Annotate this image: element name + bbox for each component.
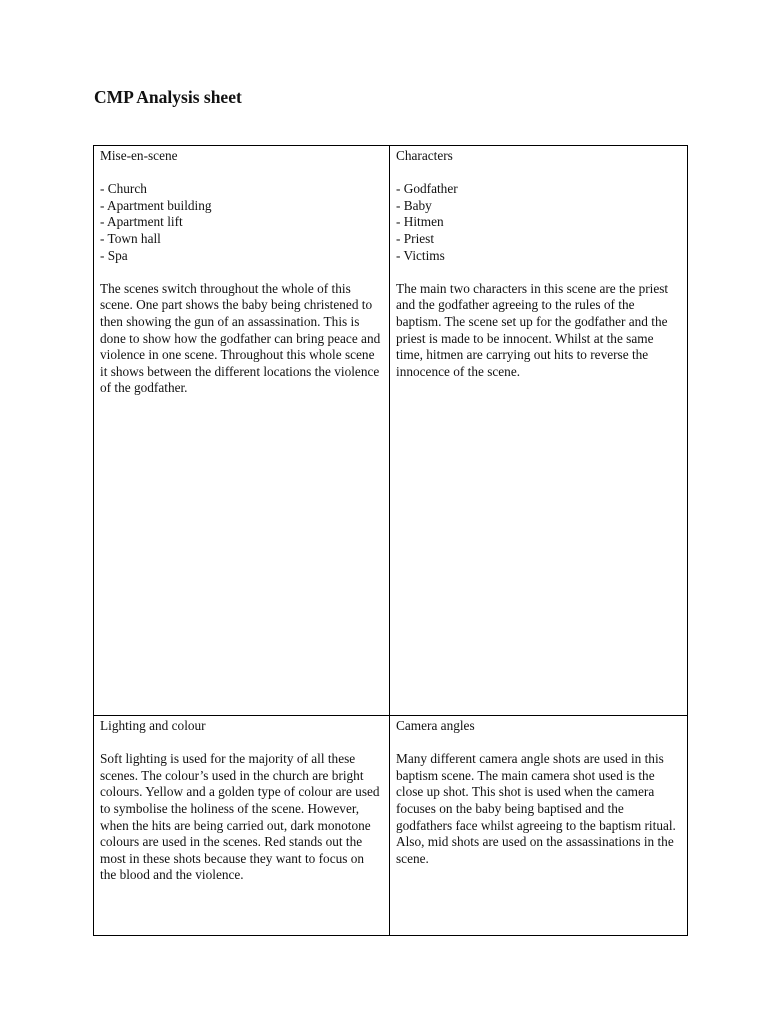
list-item: - Hitmen xyxy=(396,214,444,230)
mise-en-scene-heading: Mise-en-scene xyxy=(100,148,178,163)
characters-cell xyxy=(390,146,687,716)
camera-cell xyxy=(390,716,687,935)
list-item: - Apartment lift xyxy=(100,214,183,230)
camera-heading: Camera angles xyxy=(396,718,475,733)
mise-en-scene-list xyxy=(100,181,383,264)
list-item: - Baby xyxy=(396,197,432,213)
list-item: - Priest xyxy=(396,230,435,246)
list-item: - Town hall xyxy=(100,230,161,246)
list-item: - Apartment building xyxy=(100,197,212,213)
camera-body: Many different camera angle shots are used in this baptism scene. The main camera shot used is the close up shot. This shot is used when the camera focuses on the baby being baptised and the godfathers face whilst agreeing to the baptism ritual. Also, mid shots are used on the assassinations in the scene. xyxy=(396,751,676,866)
analysis-table xyxy=(93,145,688,936)
mise-en-scene-cell xyxy=(94,146,390,716)
characters-list xyxy=(396,181,681,264)
lighting-heading: Lighting and colour xyxy=(100,718,206,733)
list-item: - Church xyxy=(100,181,147,197)
characters-heading: Characters xyxy=(396,148,453,163)
mise-en-scene-body: The scenes switch throughout the whole of this scene. One part shows the baby being christened to then showing the gun of an assassination. This is done to show how the godfather can bring peace and violence in one scene. Throughout this whole scene it shows between the different locations the violence of the godfather. xyxy=(100,280,381,396)
list-item: - Godfather xyxy=(396,181,458,197)
list-item: - Victims xyxy=(396,247,445,263)
lighting-body: Soft lighting is used for the majority of all these scenes. The colour’s used in the church are bright colours. Yellow and a golden type of colour are used to symbolise the holiness of the scene. However, when the hits are being carried out, dark monotone colours are used in the scenes. Red stands out the most in these shots because they want to focus on the blood and the violence. xyxy=(100,751,380,883)
lighting-cell xyxy=(94,716,390,935)
page-title: CMP Analysis sheet xyxy=(94,87,242,107)
list-item: - Spa xyxy=(100,247,128,263)
characters-body: The main two characters in this scene are the priest and the godfather agreeing to the rules of the baptism. The scene set up for the godfather and the priest is made to be innocent. Whilst at the same time, hitmen are carrying out hits to reverse the innocence of the scene. xyxy=(396,280,669,379)
